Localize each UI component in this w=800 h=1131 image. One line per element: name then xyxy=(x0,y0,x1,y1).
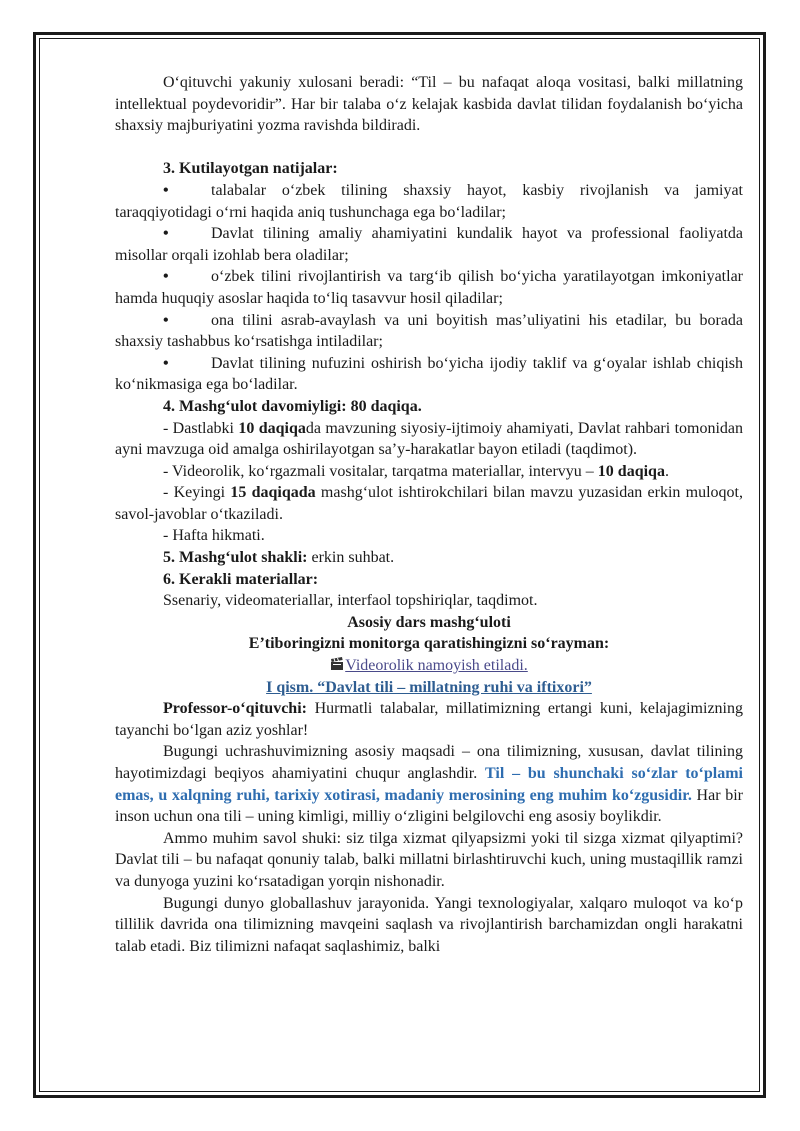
video-line xyxy=(115,655,743,677)
spacer xyxy=(115,137,743,159)
main-lesson-title: Asosiy dars mashg‘uloti xyxy=(347,613,511,631)
video-link[interactable]: Videorolik namoyish etiladi. xyxy=(345,657,528,675)
result-item-5: • Davlat tilining nufuzini oshirish bo‘yicha ijodiy taklif va g‘oyalar ishlab chiqish ko‘nikmasiga ega bo‘ladilar. xyxy=(115,354,743,394)
duration-line-2: - Videorolik, ko‘rgazmali vositalar, tarqatma materiallar, intervyu – 10 daqiqa. xyxy=(163,462,669,480)
result-item-3: • o‘zbek tilini rivojlantirish va targ‘ib qilish bo‘yicha yaratilayotgan imkoniyatlar hamda huquqiy asoslar haqida to‘liq tasavvur hosil qiladilar; xyxy=(115,268,743,307)
result-item-2: • Davlat tilining amaliy ahamiyatini kundalik hayot va professional faoliyatda misollar orqali izohlab bera oladilar; xyxy=(115,225,743,264)
section-6-heading: 6. Kerakli materiallar: xyxy=(163,570,319,588)
speech-paragraph-4: Bugungi dunyo globallashuv jarayonida. Yangi texnologiyalar, xalqaro muloqot va ko‘p tillilik davrida ona tilimizning mavqeini saqlash va rivojlantirish barchamizdan ongli harakatni talab etadi. Biz tilimizni nafaqat saqlashimiz, balki xyxy=(115,894,743,955)
speech-paragraph-2: Bugungi uchrashuvimizning asosiy maqsadi – ona tilimizning, xususan, davlat tilining hayotimizdagi beqiyos ahamiyatini chuqur anglashdir. Til – bu shunchaki so‘zlar to‘plami emas, u xalqning ruhi, tarixiy xotirasi, madaniy merosining eng muhim ko‘zgusidir. Har bir inson uchun ona tili – uning kimligi, milliy o‘zligini belgilovchi eng asosiy boylikdir. xyxy=(115,743,743,826)
clapperboard-icon xyxy=(330,656,344,670)
result-item-1: • talabalar o‘zbek tilining shaxsiy hayot, kasbiy rivojlanish va jamiyat taraqqiyotidagi o‘rni haqida aniq tushunchaga ega bo‘ladilar; xyxy=(115,181,743,221)
section-3-heading: 3. Kutilayotgan natijalar: xyxy=(163,160,338,178)
speech-paragraph-1: Professor-o‘qituvchi: Hurmatli talabalar, millatimizning ertangi kuni, kelajagimizning tayanchi bo‘lgan aziz yoshlar! xyxy=(115,700,743,739)
section-5: 5. Mashg‘ulot shakli: erkin suhbat. xyxy=(163,549,395,567)
result-item-4: • ona tilini asrab-avaylash va uni boyitish mas’uliyatini his etadilar, bu borada shaxsiy tashabbus ko‘rsatishga intiladilar; xyxy=(115,311,743,351)
speech-paragraph-3: Ammo muhim savol shuki: siz tilga xizmat qilyapsizmi yoki til sizga xizmat qilyaptimi? Davlat tili – bu nafaqat qonuniy talab, balki millatni birlashtiruvchi kuch, uning mustaqillik ramzi va dunyoga yuzini ko‘rsatadigan yorqin nishonadir. xyxy=(115,829,743,890)
section-6-value: Ssenariy, videomateriallar, interfaol topshiriqlar, taqdimot. xyxy=(163,592,538,610)
section-4-heading: 4. Mashg‘ulot davomiyligi: 80 daqiqa. xyxy=(163,397,422,415)
conclusion-paragraph: O‘qituvchi yakuniy xulosani beradi: “Til – bu nafaqat aloqa vositasi, balki millatning intellektual poydevoridir”. Har bir talaba o‘z kelajak kasbida davlat tilidan foydalanish bo‘yicha shaxsiy majburiyatini yozma ravishda bildiradi. xyxy=(115,74,743,135)
attention-line: E’tiboringizni monitorga qaratishingizni so‘rayman: xyxy=(248,635,610,653)
duration-line-1: - Dastlabki 10 daqiqada mavzuning siyosiy-ijtimoiy ahamiyati, Davlat rahbari tomonidan ayni mavzuga oid amalga oshirilayotgan sa’y-harakatlar bayon etiladi (taqdimot). xyxy=(115,419,744,459)
duration-line-4: - Hafta hikmati. xyxy=(163,527,265,545)
document-body xyxy=(115,72,743,957)
duration-line-3: - Keyingi 15 daqiqada mashg‘ulot ishtirokchilari bilan mavzu yuzasidan erkin muloqot, savol-javoblar o‘tkaziladi. xyxy=(115,484,743,523)
part-1-title: I qism. “Davlat tili – millatning ruhi va iftixori” xyxy=(266,678,592,696)
